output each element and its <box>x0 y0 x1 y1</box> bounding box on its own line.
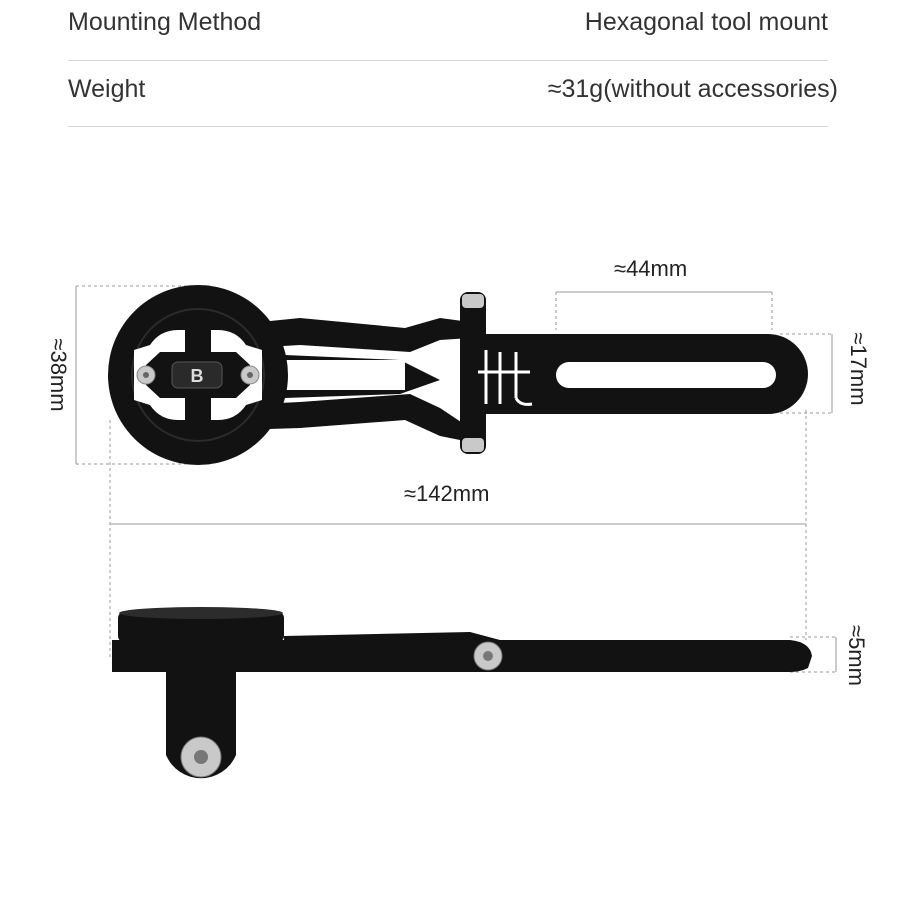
dimension-length-label: ≈142mm <box>404 481 490 506</box>
side-view <box>112 607 812 778</box>
top-view <box>108 285 808 465</box>
mount-button-letter: B <box>190 366 204 386</box>
dimension-plate-height-label: ≈17mm <box>846 332 871 406</box>
dimension-height-label: ≈38mm <box>46 338 71 412</box>
spec-label: Mounting Method <box>68 8 262 36</box>
dimension-width-label: ≈44mm <box>614 256 688 281</box>
spec-value: Hexagonal tool mount <box>584 8 828 36</box>
spec-value: ≈31g(without accessories) <box>547 75 838 103</box>
dimension-thickness-label: ≈5mm <box>844 625 869 686</box>
spec-label: Weight <box>68 75 146 103</box>
